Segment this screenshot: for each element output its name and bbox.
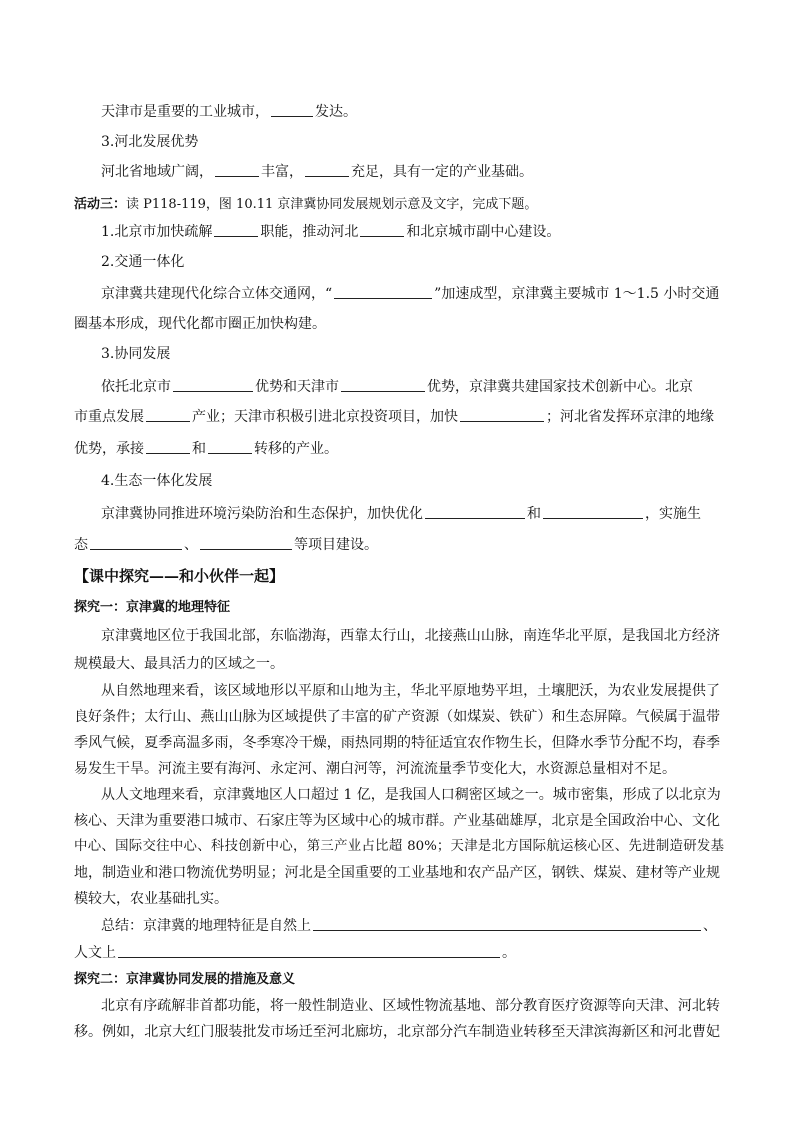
text: 人文上	[74, 945, 116, 961]
text: 优势，承接	[74, 441, 144, 457]
text: 河北省地域广阔，	[101, 164, 213, 180]
text: 总结：京津冀的地理特征是自然上	[101, 918, 311, 934]
text: 产业；天津市积极引进北京投资项目，加快	[192, 409, 458, 425]
answer-blank[interactable]	[334, 284, 432, 299]
summary-line-human	[74, 943, 720, 963]
text: 和北京城市副中心建设。	[406, 224, 561, 240]
text: 发达。	[315, 104, 357, 120]
inquiry-2-title: 探究二：京津冀协同发展的措施及意义	[74, 972, 296, 987]
text: 市重点发展	[74, 409, 144, 425]
answer-blank[interactable]	[360, 222, 404, 237]
section-heading-class-inquiry: 【课中探究——和小伙伴一起】	[74, 567, 285, 585]
text: 丰富，	[261, 164, 303, 180]
heading-hebei-advantage: 3.河北发展优势	[101, 134, 199, 150]
activity-label: 活动三：	[74, 197, 127, 212]
text: 充足，具有一定的产业基础。	[351, 164, 533, 180]
paragraph-line: 移。例如，北京大红门服装批发市场迁至河北廊坊，北京部分汽车制造业转移至天津滨海新区和河北曹妃	[74, 1024, 720, 1040]
answer-blank[interactable]	[460, 407, 544, 422]
answer-blank[interactable]	[146, 439, 190, 454]
answer-blank[interactable]	[543, 504, 643, 519]
fill-line-transport	[101, 284, 720, 304]
answer-blank[interactable]	[214, 222, 258, 237]
paragraph-line: 从自然地理来看，该区域地形以平原和山地为主，华北平原地势平坦，土壤肥沃，为农业发展提供了	[101, 683, 720, 699]
paragraph-line: 地，制造业和港口物流优势明显；河北是全国重要的工业基地和农产品产区，钢铁、煤炭、建材等产业规	[74, 865, 720, 881]
paragraph-line: 中心、国际交往中心、科技创新中心，第三产业占比超 80%；天津是北方国际航运核心区、先进制造研发基	[74, 839, 724, 854]
text: ”加速成型，京津冀主要城市 1～1.5 小时交通	[434, 286, 720, 302]
text: 优势和天津市	[255, 379, 339, 395]
paragraph-line: 易发生干旱。河流主要有海河、永定河、潮白河等，河流流量季节变化大，水资源总量相对不足。	[74, 761, 676, 777]
paragraph-line: 从人文地理来看，京津冀地区人口超过 1 亿，是我国人口稠密区域之一。城市密集，形成了以北京为	[101, 787, 721, 803]
text: 等项目建设。	[294, 537, 378, 553]
text: 优势，京津冀共建国家技术创新中心。北京	[427, 379, 693, 395]
answer-blank[interactable]	[425, 504, 525, 519]
text: ，实施生	[645, 506, 701, 522]
heading-transport: 2.交通一体化	[101, 254, 185, 270]
answer-blank[interactable]	[313, 916, 701, 931]
text: 。	[502, 945, 516, 961]
answer-blank[interactable]	[200, 535, 292, 550]
text: 态	[74, 537, 88, 553]
answer-blank[interactable]	[173, 377, 253, 392]
fill-line-tianjin	[101, 102, 720, 122]
fill-line-coordination-2	[74, 407, 720, 427]
heading-ecology: 4.生态一体化发展	[101, 473, 213, 489]
text: 和	[192, 441, 206, 457]
fill-line-beijing-function	[101, 222, 720, 242]
text: 、	[184, 537, 198, 553]
paragraph-line: 核心、天津为重要港口城市、石家庄等为区域中心的城市群。产业基础雄厚，北京是全国政治中心、文化	[74, 813, 720, 829]
answer-blank[interactable]	[118, 943, 500, 958]
activity-3-title	[74, 195, 720, 215]
text: 职能，推动河北	[260, 224, 359, 240]
text: 依托北京市	[101, 379, 171, 395]
fill-line-coordination-1	[101, 377, 720, 397]
text: 和	[527, 506, 541, 522]
text: 1.北京市加快疏解	[101, 224, 213, 240]
answer-blank[interactable]	[341, 377, 425, 392]
activity-instruction: 读 P118-119，图 10.11 京津冀协同发展规划示意及文字，完成下题。	[126, 197, 538, 212]
text: 天津市是重要的工业城市，	[101, 104, 269, 120]
fill-line-coordination-3	[74, 439, 720, 459]
summary-line-nature	[101, 916, 720, 936]
paragraph-line: 圈基本形成，现代化都市圈正加快构建。	[74, 316, 326, 332]
fill-line-hebei	[101, 162, 720, 182]
answer-blank[interactable]	[271, 102, 313, 117]
fill-line-ecology-2	[74, 535, 720, 555]
text: 京津冀共建现代化综合立体交通网，“	[101, 286, 333, 302]
paragraph-line: 模较大，农业基础扎实。	[74, 891, 228, 907]
paragraph-line: 规模最大、最具活力的区域之一。	[74, 656, 284, 672]
inquiry-1-title: 探究一：京津冀的地理特征	[74, 600, 231, 615]
answer-blank[interactable]	[90, 535, 182, 550]
answer-blank[interactable]	[215, 162, 259, 177]
text: 京津冀协同推进环境污染防治和生态保护，加快优化	[101, 506, 423, 522]
text: ；河北省发挥环京津的地缘	[546, 409, 714, 425]
answer-blank[interactable]	[208, 439, 252, 454]
paragraph-line: 季风气候，夏季高温多雨，冬季寒冷干燥，雨热同期的特征适宜农作物生长，但降水季节分配不均，春季	[74, 735, 720, 751]
answer-blank[interactable]	[305, 162, 349, 177]
text: 、	[703, 918, 717, 934]
paragraph-line: 北京有序疏解非首都功能，将一般性制造业、区域性物流基地、部分教育医疗资源等向天津、河北转	[101, 998, 720, 1014]
heading-coordination: 3.协同发展	[101, 346, 171, 362]
text: 转移的产业。	[254, 441, 338, 457]
paragraph-line: 京津冀地区位于我国北部，东临渤海，西靠太行山，北接燕山山脉，南连华北平原，是我国北方经济	[101, 628, 720, 644]
paragraph-line: 良好条件；太行山、燕山山脉为区域提供了丰富的矿产资源（如煤炭、铁矿）和生态屏障。气候属于温带	[74, 709, 720, 725]
fill-line-ecology-1	[101, 504, 720, 524]
answer-blank[interactable]	[146, 407, 190, 422]
